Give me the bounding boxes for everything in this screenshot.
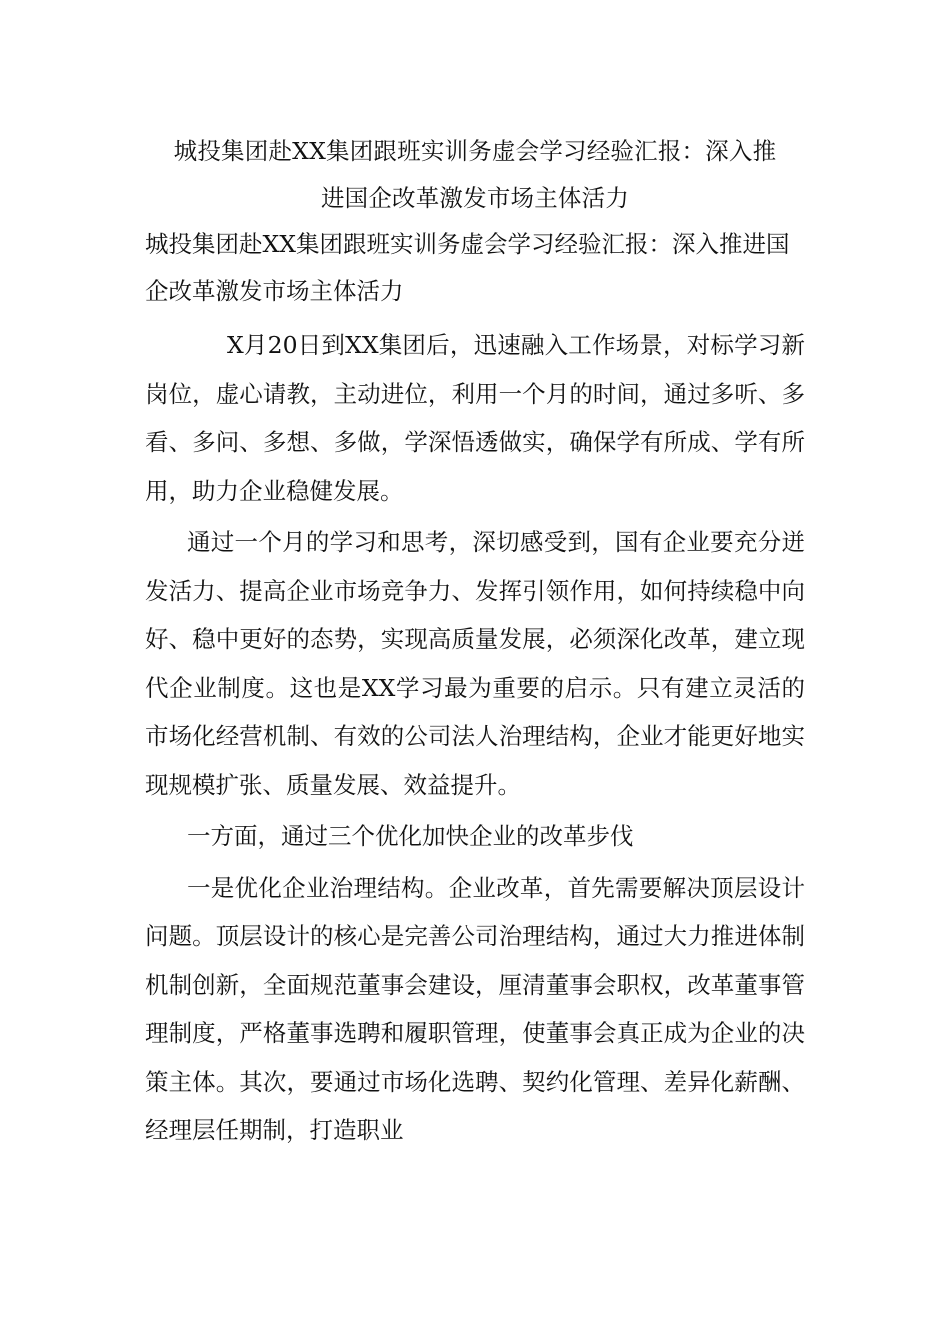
document-subtitle: 城投集团赴XX集团跟班实训务虚会学习经验汇报：深入推进国企改革激发市场主体活力 — [145, 230, 790, 305]
title-line-1: 城投集团赴XX集团跟班实训务虚会学习经验汇报：深入推 — [173, 137, 777, 165]
paragraph-insight: 通过一个月的学习和思考，深切感受到，国有企业要充分迸发活力、提高企业市场竞争力、发挥引领作用，如何持续稳中向好、稳中更好的态势，实现高质量发展，必须深化改革，建立现代企业制度。这也是XX学习最为重要的启示。只有建立灵活的市场化经营机制、有效的公司法人治理结构，企业才能更好地实现规模扩张、质量发展、效益提升。 — [145, 528, 805, 799]
section-heading: 一方面，通过三个优化加快企业的改革步伐 — [187, 822, 634, 850]
document-page — [145, 128, 805, 1155]
paragraph-governance: 一是优化企业治理结构。企业改革，首先需要解决顶层设计问题。顶层设计的核心是完善公司治理结构，通过大力推进体制机制创新，全面规范董事会建设，厘清董事会职权，改革董事管理制度，严格董事选聘和履职管理，使董事会真正成为企业的决策主体。其次，要通过市场化选聘、契约化管理、差异化薪酬、经理层任期制，打造职业 — [145, 873, 805, 1144]
title-line-2: 进国企改革激发市场主体活力 — [320, 184, 630, 212]
document-title — [145, 128, 805, 222]
paragraph-intro: X月20日到XX集团后，迅速融入工作场景，对标学习新岗位，虚心请教，主动进位，利用一个月的时间，通过多听、多看、多问、多想、多做，学深悟透做实，确保学有所成、学有所用，助力企业稳健发展。 — [145, 331, 805, 505]
